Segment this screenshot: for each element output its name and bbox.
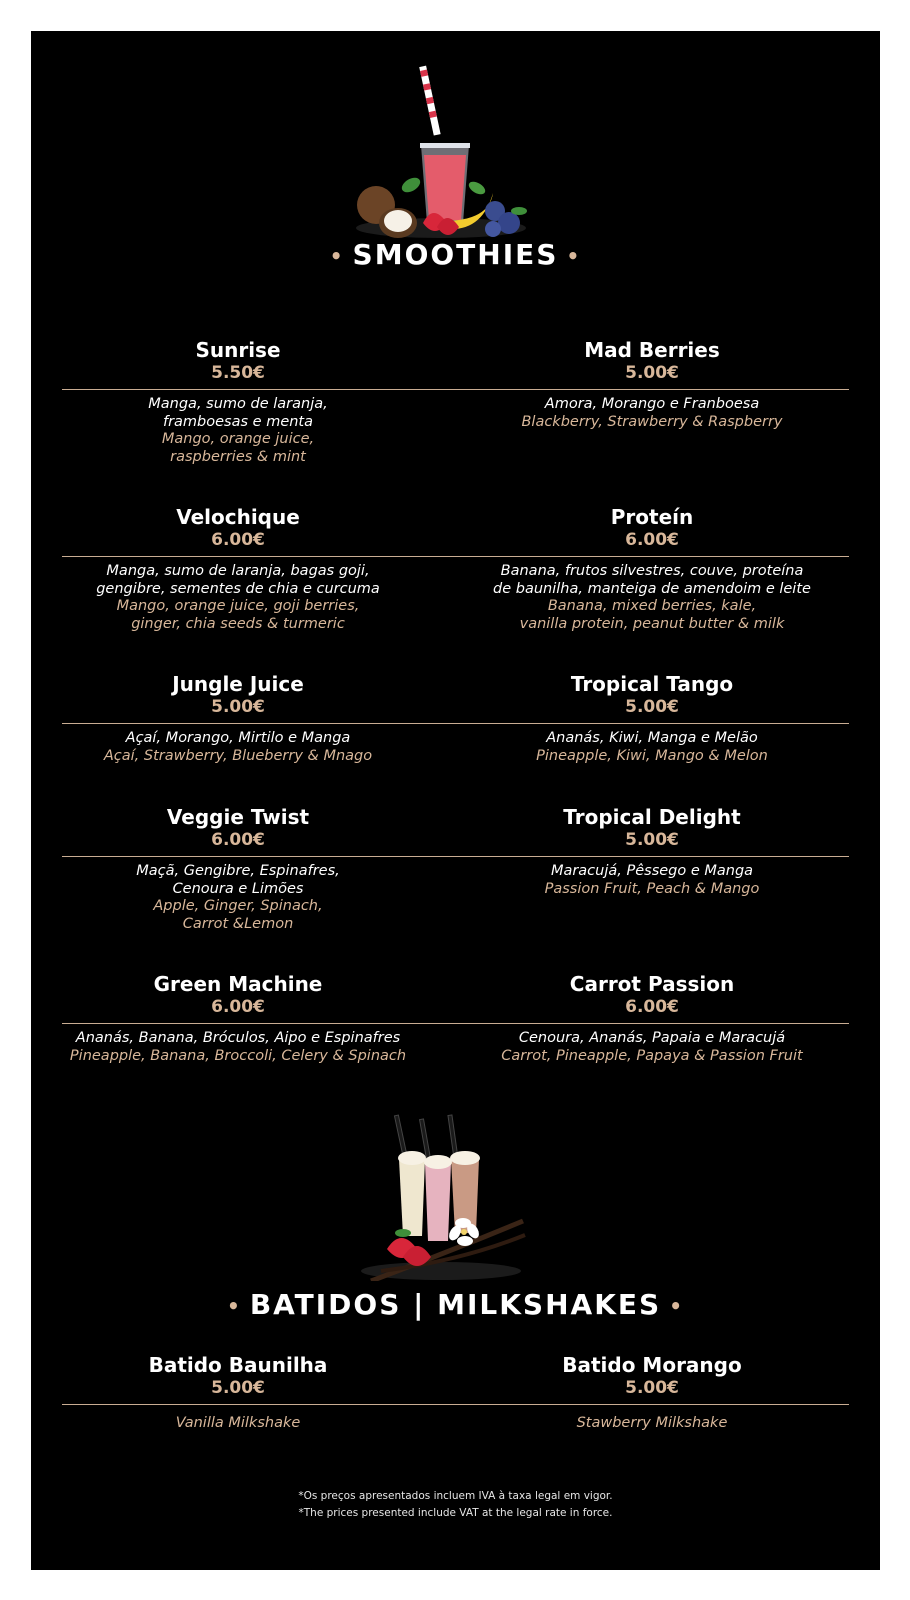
item-description	[445, 396, 859, 431]
item-description	[445, 730, 859, 765]
item-price: 6.00€	[211, 997, 265, 1017]
item-name: Green Machine	[153, 972, 323, 996]
item-description	[445, 1415, 859, 1433]
description-en-line: Passion Fruit, Peach & Mango	[544, 880, 760, 897]
description-en-line: vanilla protein, peanut butter & milk	[519, 615, 785, 632]
divider-line	[62, 856, 849, 857]
item-name: Mad Berries	[584, 338, 720, 362]
item-description	[445, 1030, 859, 1065]
menu-item-heading	[445, 1353, 859, 1399]
divider-line	[62, 389, 849, 390]
item-description	[31, 563, 445, 633]
menu-board	[31, 31, 880, 1570]
description-en-line: ginger, chia seeds & turmeric	[131, 615, 345, 632]
milkshakes-title	[31, 1287, 880, 1324]
item-price: 6.00€	[625, 530, 679, 550]
description-en-line: Apple, Ginger, Spinach,	[153, 898, 323, 914]
description-en-line: Stawberry Milkshake	[576, 1415, 728, 1431]
title-dot-right: •	[669, 1294, 684, 1318]
item-name: Tropical Tango	[570, 672, 734, 696]
description-pt-line: Ananás, Banana, Bróculos, Aipo e Espinafres	[75, 1030, 401, 1046]
divider-line	[62, 1404, 849, 1405]
item-name: Batido Morango	[562, 1353, 742, 1377]
item-description	[31, 1415, 445, 1433]
description-pt-line: Maçã, Gengibre, Espinafres,	[136, 863, 340, 879]
description-pt-line: Banana, frutos silvestres, couve, proteína	[500, 563, 804, 579]
item-price: 6.00€	[211, 830, 265, 850]
item-name: Jungle Juice	[172, 672, 304, 696]
menu-item-heading	[445, 805, 859, 851]
divider-line	[62, 723, 849, 724]
item-name: Batido Baunilha	[148, 1353, 328, 1377]
menu-item-heading	[445, 505, 859, 551]
description-en-line: Pineapple, Banana, Broccoli, Celery & Spinach	[69, 1047, 407, 1064]
menu-item-heading	[31, 972, 445, 1018]
vat-note-en: *The prices presented include VAT at the legal rate in force.	[298, 1507, 613, 1519]
item-description	[445, 563, 859, 633]
description-en-line: Blackberry, Strawberry & Raspberry	[521, 413, 783, 430]
menu-item-heading	[31, 505, 445, 551]
item-description	[31, 863, 445, 933]
description-en-line: Mango, orange juice,	[161, 431, 315, 447]
smoothie-illustration	[31, 63, 880, 238]
item-price: 5.00€	[625, 830, 679, 850]
description-pt-line: de baunilha, manteiga de amendoim e leite	[493, 580, 811, 597]
description-en-line: Carrot, Pineapple, Papaya & Passion Fruit	[501, 1047, 803, 1064]
milkshakes-title-text: BATIDOS | MILKSHAKES	[249, 1288, 662, 1321]
item-price: 5.00€	[625, 697, 679, 717]
menu-item-heading	[31, 1353, 445, 1399]
description-pt-line: Ananás, Kiwi, Manga e Melão	[546, 730, 758, 746]
item-price: 6.00€	[625, 997, 679, 1017]
item-description	[31, 730, 445, 765]
item-name: Carrot Passion	[569, 972, 735, 996]
description-pt-line: Cenoura e Limões	[172, 880, 304, 897]
description-pt-line: Maracujá, Pêssego e Manga	[550, 863, 754, 879]
milkshake-illustration	[31, 1111, 880, 1281]
item-name: Tropical Delight	[563, 805, 741, 829]
item-description	[31, 1030, 445, 1065]
item-price: 5.00€	[211, 1378, 265, 1398]
title-dot-right: •	[566, 244, 582, 268]
item-price: 5.00€	[625, 363, 679, 383]
description-pt-line: Açaí, Morango, Mirtilo e Manga	[125, 730, 351, 746]
title-dot-left: •	[227, 1294, 242, 1318]
description-en-line: Mango, orange juice, goji berries,	[116, 598, 360, 614]
description-pt-line: gengibre, sementes de chia e curcuma	[96, 580, 380, 597]
menu-item-heading	[31, 338, 445, 384]
description-en-line: Açaí, Strawberry, Blueberry & Mnago	[103, 747, 373, 764]
description-pt-line: Cenoura, Ananás, Papaia e Maracujá	[518, 1030, 786, 1046]
divider-line	[62, 556, 849, 557]
description-en-line: raspberries & mint	[170, 448, 306, 465]
menu-item-heading	[445, 672, 859, 718]
menu-item-heading	[445, 338, 859, 384]
smoothies-title-text: SMOOTHIES	[352, 238, 559, 271]
title-dot-left: •	[329, 244, 345, 268]
vat-note-pt: *Os preços apresentados incluem IVA à taxa legal em vigor.	[298, 1490, 613, 1502]
menu-item-heading	[31, 805, 445, 851]
description-pt-line: Amora, Morango e Franboesa	[544, 396, 760, 412]
item-name: Proteín	[610, 505, 694, 529]
description-en-line: Vanilla Milkshake	[175, 1415, 301, 1431]
item-name: Velochique	[176, 505, 300, 529]
smoothies-title	[31, 237, 880, 274]
item-price: 5.50€	[211, 363, 265, 383]
description-pt-line: framboesas e menta	[162, 413, 313, 430]
item-price: 5.00€	[625, 1378, 679, 1398]
menu-item-heading	[31, 672, 445, 718]
description-pt-line: Manga, sumo de laranja,	[148, 396, 328, 412]
menu-item-heading	[445, 972, 859, 1018]
description-pt-line: Manga, sumo de laranja, bagas goji,	[106, 563, 370, 579]
item-price: 5.00€	[211, 697, 265, 717]
item-description	[445, 863, 859, 898]
description-en-line: Banana, mixed berries, kale,	[547, 598, 757, 614]
description-en-line: Pineapple, Kiwi, Mango & Melon	[536, 747, 768, 764]
item-description	[31, 396, 445, 466]
item-name: Veggie Twist	[166, 805, 310, 829]
item-price: 6.00€	[211, 530, 265, 550]
description-en-line: Carrot &Lemon	[182, 915, 294, 932]
item-name: Sunrise	[195, 338, 281, 362]
divider-line	[62, 1023, 849, 1024]
